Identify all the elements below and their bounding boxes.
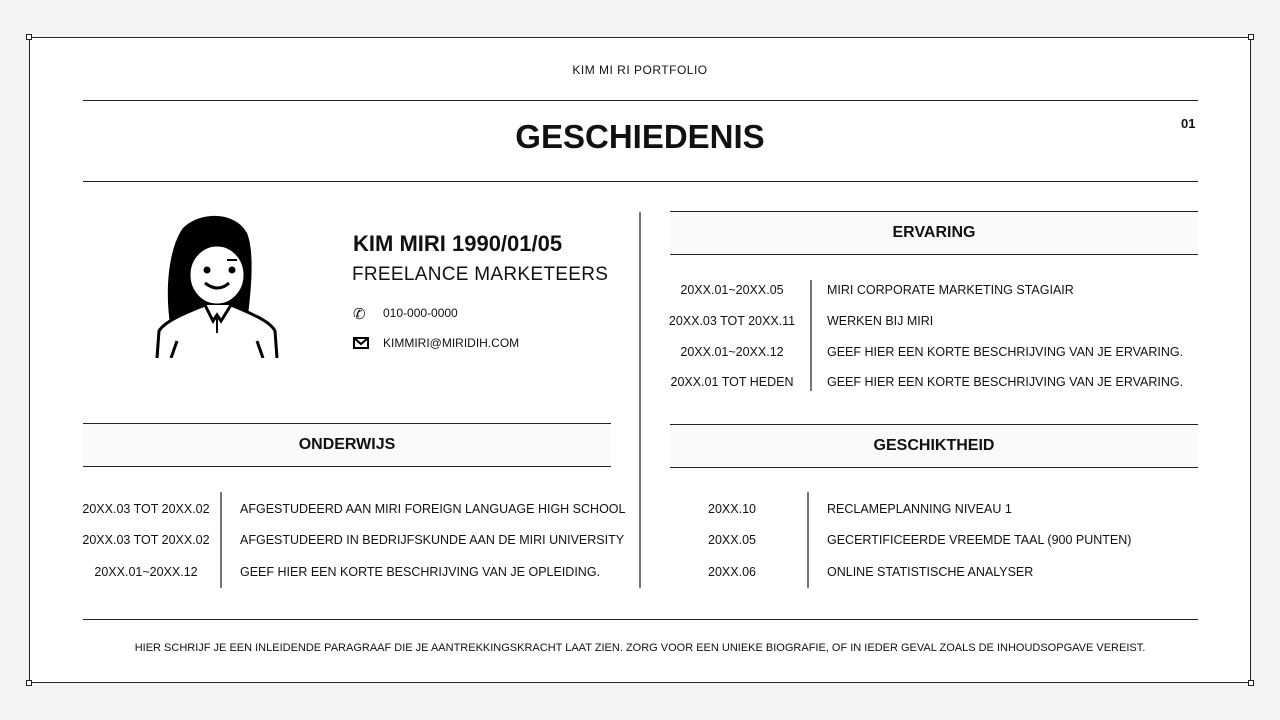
divider	[83, 100, 1198, 101]
section-header-experience	[670, 211, 1198, 255]
resize-handle[interactable]	[26, 34, 32, 40]
row-text: GEEF HIER EEN KORTE BESCHRIJVING VAN JE ERVARING.	[827, 375, 1184, 389]
row-text: AFGESTUDEERD IN BEDRIJFSKUNDE AAN DE MIRI UNIVERSITY	[240, 533, 625, 547]
avatar-illustration	[155, 213, 279, 358]
resize-handle[interactable]	[26, 680, 32, 686]
divider	[83, 619, 1198, 620]
row-text: RECLAMEPLANNING NIVEAU 1	[827, 502, 1012, 516]
row-text: GECERTIFICEERDE VREEMDE TAAL (900 PUNTEN)	[827, 533, 1132, 547]
phone-icon: ✆	[353, 306, 366, 323]
page-title: GESCHIEDENIS	[515, 118, 765, 155]
row-text: GEEF HIER EEN KORTE BESCHRIJVING VAN JE OPLEIDING.	[240, 565, 601, 579]
row-date: 20XX.05	[708, 533, 756, 547]
section-title: ERVARING	[892, 224, 976, 241]
resize-handle[interactable]	[1248, 680, 1254, 686]
row-date: 20XX.03 TOT 20XX.02	[82, 533, 210, 547]
page-number: 01	[1181, 116, 1196, 131]
section-header-qualifications	[670, 424, 1198, 468]
row-date: 20XX.03 TOT 20XX.11	[668, 314, 796, 328]
row-divider	[807, 492, 809, 588]
portfolio-label: KIM MI RI PORTFOLIO	[572, 63, 708, 77]
row-divider	[810, 280, 812, 391]
row-date: 20XX.10	[708, 502, 756, 516]
row-text: GEEF HIER EEN KORTE BESCHRIJVING VAN JE ERVARING.	[827, 345, 1184, 359]
row-date: 20XX.03 TOT 20XX.02	[82, 502, 210, 516]
row-date: 20XX.06	[708, 565, 756, 579]
column-divider	[639, 212, 641, 588]
row-date: 20XX.01 TOT HEDEN	[670, 375, 794, 389]
row-divider	[220, 492, 222, 588]
row-text: MIRI CORPORATE MARKETING STAGIAIR	[827, 283, 1074, 297]
row-text: ONLINE STATISTISCHE ANALYSER	[827, 565, 1034, 579]
row-text: WERKEN BIJ MIRI	[827, 314, 934, 328]
section-title: GESCHIKTHEID	[873, 437, 995, 454]
divider	[83, 181, 1198, 182]
footer-text: HIER SCHRIJF JE EEN INLEIDENDE PARAGRAAF DIE JE AANTREKKINGSKRACHT LAAT ZIEN. ZORG VOOR EEN UNIEKE BIOGRAFIE, OF IN IEDER GEVAL ZOALS DE INHOUDSOPGAVE VEREIST.	[134, 642, 1146, 654]
row-date: 20XX.01~20XX.05	[680, 283, 784, 297]
section-header-education	[83, 423, 611, 467]
row-date: 20XX.01~20XX.12	[680, 345, 784, 359]
mail-icon	[353, 337, 369, 349]
profile-name: KIM MIRI 1990/01/05	[353, 231, 563, 256]
profile-role: FREELANCE MARKETEERS	[352, 264, 609, 285]
resize-handle[interactable]	[1248, 34, 1254, 40]
email-address[interactable]: KIMMIRI@MIRIDIH.COM	[383, 336, 520, 350]
row-date: 20XX.01~20XX.12	[94, 565, 198, 579]
section-title: ONDERWIJS	[298, 436, 396, 453]
row-text: AFGESTUDEERD AAN MIRI FOREIGN LANGUAGE HIGH SCHOOL	[240, 502, 626, 516]
phone-number: 010-000-0000	[383, 306, 458, 320]
